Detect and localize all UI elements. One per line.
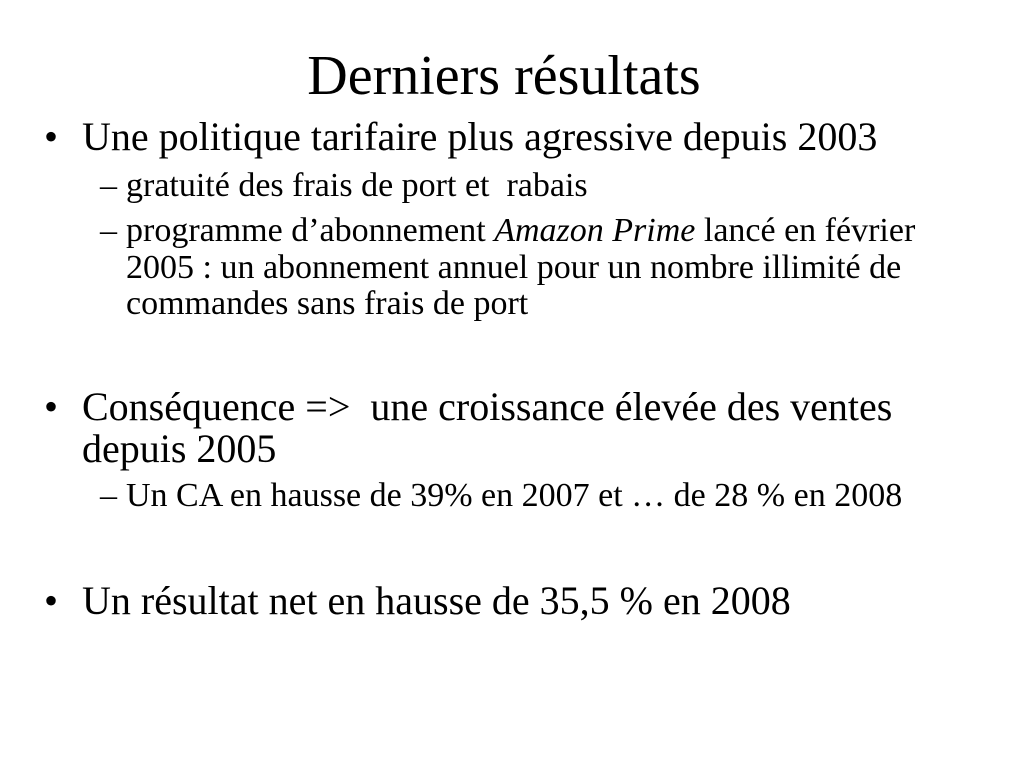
bullet-marker: • — [44, 384, 59, 429]
sub-bullet-marker: – — [100, 477, 117, 514]
sub-bullet-text — [126, 213, 926, 323]
sub-bullet-text: gratuité des frais de port et rabais — [126, 167, 588, 204]
amazon-prime-italic-text: Amazon Prime — [494, 212, 696, 249]
sub-bullet-marker: – — [100, 212, 117, 249]
slide-title: Derniers résultats — [307, 45, 701, 107]
bullet-marker: • — [44, 578, 59, 623]
sub-bullet-text-start: programme d’abonnement — [126, 212, 495, 249]
sub-bullet-text-end: lancé en février 2005 : un abonnement annuel pour un nombre illimité de commandes sans frais de port — [126, 212, 924, 322]
sub-bullet-text: Un CA en hausse de 39% en 2007 et … de 28 % en 2008 — [126, 477, 903, 514]
bullet-text: Conséquence => une croissance élevée des ventes depuis 2005 — [82, 384, 903, 471]
bullet-text: Une politique tarifaire plus agressive depuis 2003 — [82, 114, 878, 159]
sub-bullet-marker: – — [100, 167, 117, 204]
bullet-marker: • — [44, 114, 59, 159]
bullet-text: Un résultat net en hausse de 35,5 % en 2008 — [82, 578, 791, 623]
